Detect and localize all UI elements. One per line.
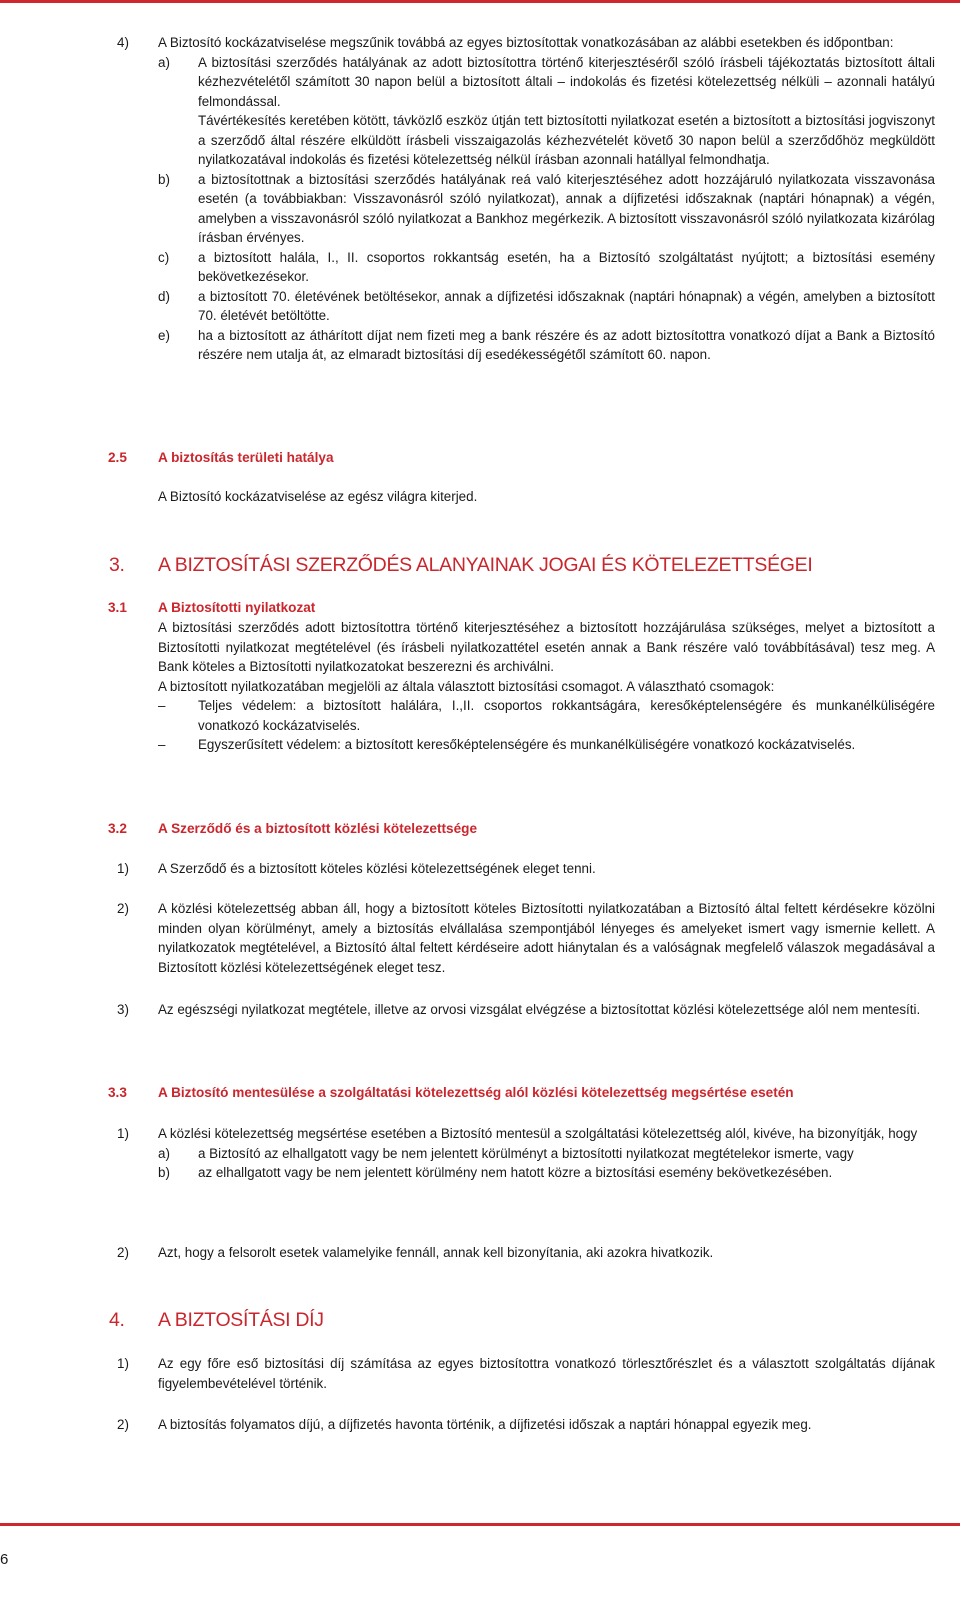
section-2-5-body (0, 487, 960, 507)
bullet-text: Teljes védelem: a biztosított halálára, I.,II. csoportos rokkantságára, keresőképtelenségére és munkanélküliségére vonatkozó kockázatviselés. (198, 698, 935, 733)
section-title: A Biztosító mentesülése a szolgáltatási kötelezettség alól közlési kötelezettség megsértése esetén (158, 1085, 794, 1100)
section-number: 3.1 (108, 600, 127, 615)
sub-item-a (0, 1144, 960, 1164)
page-number: 6 (0, 1551, 9, 1568)
paragraph-text: A biztosítás folyamatos díjú, a díjfizetés havonta történik, a díjfizetési időszak a naptári hónappal egyezik meg. (158, 1417, 812, 1432)
sub-item-text: A biztosítási szerződés hatályának az adott biztosítottra történő kiterjesztéséről szóló írásbeli tájékoztatás biztosított általi kézhezvételétől számított 30 napon belül a biztosított általi – indokolás és fizetési kötelezettség nélküli – azonnali hatályú felmondással. (198, 54, 935, 109)
bullet-text: Egyszerűsített védelem: a biztosított keresőképtelenségére és munkanélküliségére vonatkozó kockázatviselés. (198, 737, 856, 752)
sub-item-label: d) (158, 288, 170, 304)
bullet-item (0, 735, 960, 755)
sub-item-e (0, 326, 960, 365)
sub-item-b (0, 1163, 960, 1183)
paragraph-text: A közlési kötelezettség megsértése esetében a Biztosító mentesül a szolgáltatási kötelezettség alól, kivéve, ha bizonyítják, hogy (158, 1126, 918, 1141)
paragraph-number: 3) (117, 1002, 129, 1017)
sub-item-text: a biztosítottnak a biztosítási szerződés hatályának reá való kiterjesztéséhez adott hozzájáruló nyilatkozata visszavonása esetén (a továbbiakban: Visszavonásról szóló nyilatkozat), annak a díjfizetési időszaknak (naptári hónapnak) a végén, amelyben a visszavonásról szóló nyilatkozat a Bankhoz megérkezik. A biztosított visszavonásról szóló nyilatkozata kizárólag írásban érvényes. (198, 171, 935, 245)
paragraph-text: Az egy főre eső biztosítási díj számítása az egyes biztosítottra vonatkozó törlesztőrészlet és a választott szolgáltatás díjának figyelembevételével történik. (158, 1356, 935, 1391)
paragraph-number: 1) (117, 1356, 129, 1371)
sub-item-c (0, 248, 960, 287)
section-4-termination (0, 33, 960, 365)
paragraph-text: A biztosított nyilatkozatában megjelöli az általa választott biztosítási csomagot. A választható csomagok: (158, 678, 775, 694)
section-title: A biztosítás területi hatálya (158, 450, 334, 465)
paragraph-text: Az egészségi nyilatkozat megtétele, illetve az orvosi vizsgálat elvégzése a biztosítottat közlési kötelezettsége alól nem mentesíti. (158, 1002, 921, 1017)
paragraph-number: 1) (117, 1126, 129, 1141)
chapter-4-item-1 (0, 1354, 960, 1393)
section-number: 2.5 (108, 450, 127, 465)
paragraph-number: 1) (117, 861, 129, 876)
bullet-dash: – (158, 698, 166, 713)
paragraph-text: A Szerződő és a biztosított köteles közlési kötelezettségének eleget tenni. (158, 861, 596, 876)
sub-item-label: a) (158, 54, 170, 70)
sub-item-label: b) (158, 171, 170, 187)
sub-item-text: az elhallgatott vagy be nem jelentett körülmény nem hatott közre a biztosítási esemény bekövetkezésében. (198, 1165, 833, 1180)
paragraph-number: 2) (117, 1417, 129, 1432)
section-3-3-item-1 (0, 1124, 960, 1183)
sub-item-text: ha a biztosított az áthárított díjat nem fizeti meg a bank részére és az adott biztosítottra vonatkozó díjat a Bank a Biztosító részére nem utalja át, az elmaradt biztosítási díj esedékességétől számított 60. napon. (198, 327, 935, 362)
section-3-1-body (0, 618, 960, 755)
section-title: A Biztosítotti nyilatkozat (158, 600, 316, 615)
paragraph-number: 4) (117, 35, 129, 50)
section-title: A Szerződő és a biztosított közlési kötelezettsége (158, 821, 478, 836)
section-number: 3.3 (108, 1085, 127, 1100)
sub-item-a-continuation (0, 111, 960, 170)
section-3-2-item-1 (0, 859, 960, 879)
bullet-item (0, 696, 960, 735)
bullet-dash: – (158, 737, 166, 752)
paragraph-text: A biztosítási szerződés adott biztosítottra történő kiterjesztéséhez a biztosított hozzájárulása szükséges, melyet a biztosított a Biztosítotti nyilatkozat megtételével (és írásbeli nyilatkozattétel esetén annak a Bank részére való továbbításával) tesz meg. A Bank köteles a Biztosítotti nyilatkozatokat beszerezni és archiválni. (158, 620, 935, 674)
numbered-paragraph (0, 33, 960, 53)
paragraph-text: A Biztosító kockázatviselése az egész világra kiterjed. (158, 489, 478, 504)
sub-item-label: e) (158, 327, 170, 343)
paragraph-number: 2) (117, 1245, 129, 1260)
paragraph-number: 2) (117, 901, 129, 916)
paragraph-text: Azt, hogy a felsorolt esetek valamelyike fennáll, annak kell bizonyítania, aki azokra hivatkozik. (158, 1245, 714, 1260)
sub-item-label: b) (158, 1165, 170, 1180)
bottom-rule (0, 1523, 960, 1526)
paragraph-text: A közlési kötelezettség abban áll, hogy a biztosított köteles Biztosítotti nyilatkozatában a Biztosító által feltett kérdésekre közölni minden olyan körülményt, amely a biztosítás elvállalása szempontjából lényeges és amelyeket ismert vagy ismernie kellett. A nyilatkozatok megtételével, a Biztosító által feltett kérdéseire adott hiánytalan és a valóságnak megfelelő válaszok megadásával a Biztosított közlési kötelezettségének eleget tesz. (158, 901, 935, 975)
section-3-2-item-2 (0, 899, 960, 977)
chapter-number: 4. (109, 1309, 125, 1331)
section-3-2-item-3 (0, 1000, 960, 1020)
paragraph-text: A Biztosító kockázatviselése megszűnik továbbá az egyes biztosítottak vonatkozásában az alábbi esetekben és időpontban: (158, 35, 894, 50)
chapter-title: A BIZTOSÍTÁSI SZERZŐDÉS ALANYAINAK JOGAI ÉS KÖTELEZETTSÉGEI (158, 554, 813, 576)
sub-item-label: c) (158, 249, 170, 265)
sub-item-text: a Biztosító az elhallgatott vagy be nem jelentett körülményt a biztosítotti nyilatkozat megtételekor ismerte, vagy (198, 1145, 854, 1161)
section-3-3-item-2 (0, 1243, 960, 1263)
sub-item-text: a biztosított 70. életévének betöltésekor, annak a díjfizetési időszaknak (naptári hónapnak) a végén, amelyben a biztosított 70. életévét betöltötte. (198, 288, 935, 323)
sub-item-a (0, 53, 960, 112)
chapter-number: 3. (109, 554, 125, 576)
top-rule (0, 0, 960, 3)
chapter-4-item-2 (0, 1415, 960, 1435)
chapter-title: A BIZTOSÍTÁSI DÍJ (158, 1309, 324, 1331)
sub-item-b (0, 170, 960, 248)
sub-item-d (0, 287, 960, 326)
sub-item-label: a) (158, 1145, 170, 1161)
section-number: 3.2 (108, 821, 127, 836)
sub-item-text: Távértékesítés keretében kötött, távközlő eszköz útján tett biztosítotti nyilatkozat esetén a biztosított a biztosítási jogviszonyt a szerződő által részére elküldött írásbeli visszaigazolás kézhezvételét követő 30 napon belül a szerződőhöz megküldött nyilatkozatával indokolás és fizetési kötelezettség nélkül írásban azonnali hatállyal felmondhatja. (198, 113, 935, 167)
sub-item-text: a biztosított halála, I., II. csoportos rokkantság esetén, ha a Biztosító szolgáltatást nyújtott; a biztosítási esemény bekövetkezésekor. (198, 249, 935, 284)
